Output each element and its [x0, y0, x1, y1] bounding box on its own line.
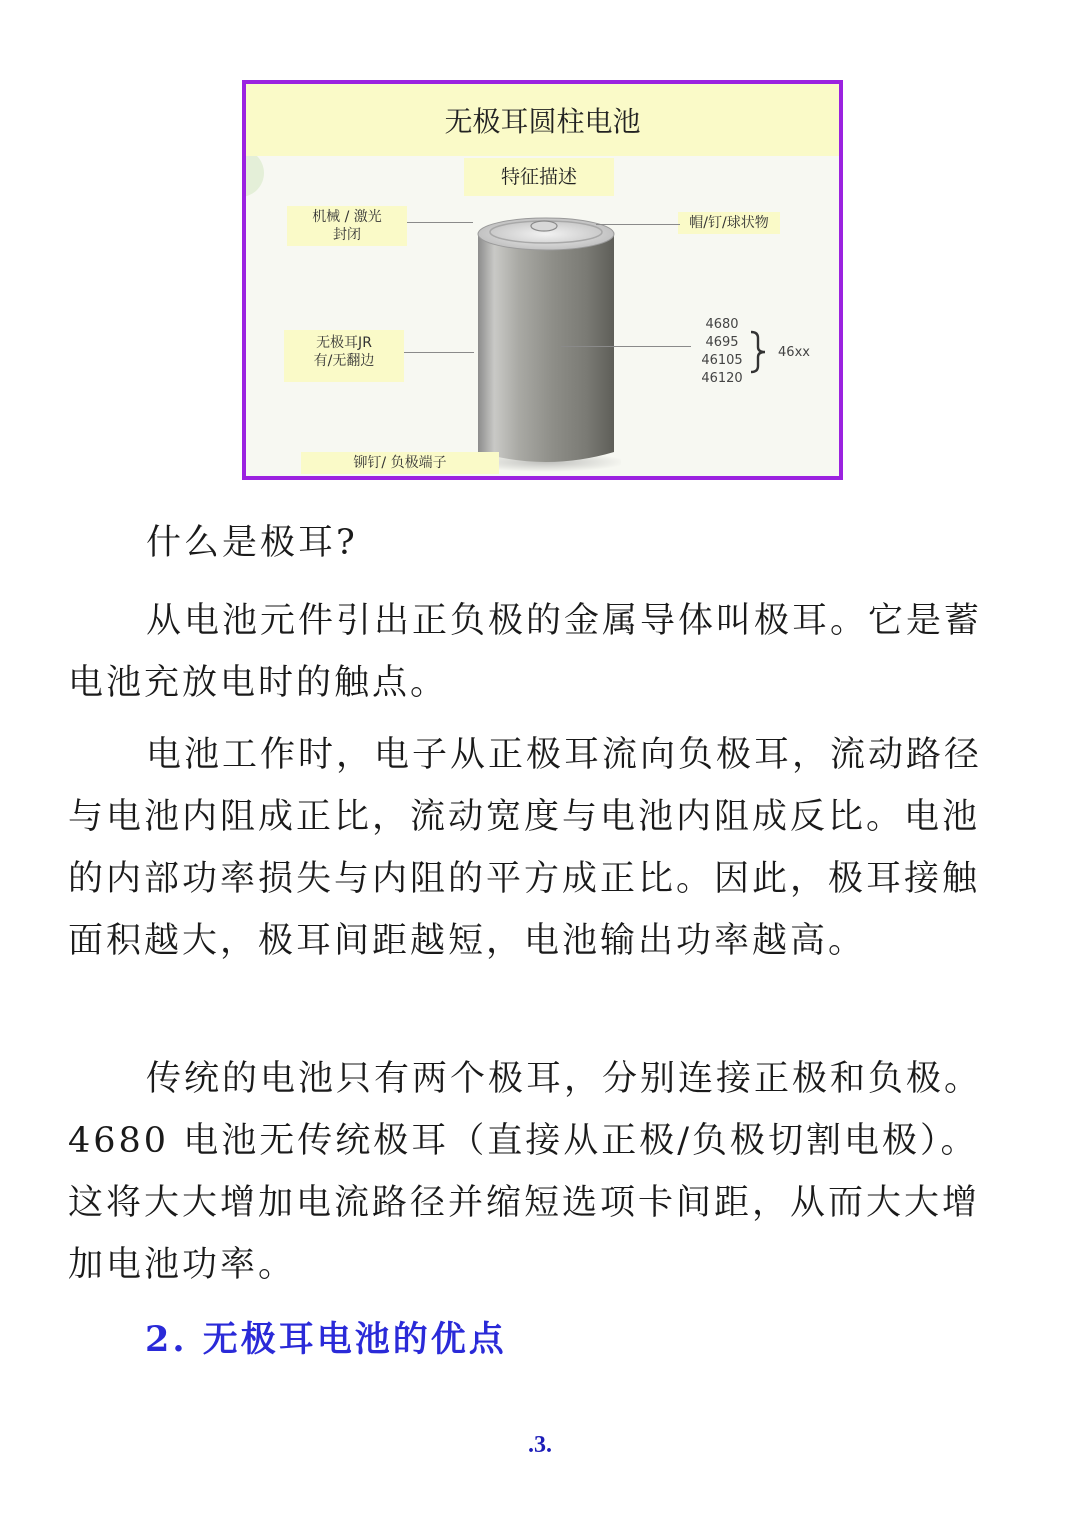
brace-icon: [748, 330, 770, 374]
leader-jr: [404, 352, 474, 353]
paragraph-definition: 从电池元件引出正负极的金属导体叫极耳。它是蓄电池充放电时的触点。: [68, 601, 983, 703]
label-jr-line1: 无极耳JR: [316, 335, 372, 351]
size-4695: 4695: [705, 335, 739, 350]
label-bottom: 铆钉/ 负极端子: [301, 452, 499, 474]
paragraph-tabless: 传统的电池只有两个极耳，分别连接正极和负极。4680 电池无传统极耳（直接从正极/负极切割电极）。这将大大增加电流路径并缩短选项卡间距，从而大大增加电池功率。: [68, 1059, 983, 1285]
leader-sealing: [407, 222, 473, 223]
label-cap: 帽/钉/球状物: [678, 212, 780, 234]
page-number: .3.: [528, 1432, 552, 1458]
label-jr: [284, 330, 404, 382]
size-46105: 46105: [701, 353, 743, 368]
label-sealing-line2: 封闭: [333, 227, 361, 243]
figure-subtitle: 特征描述: [464, 158, 614, 196]
label-jr-line2: 有/无翻边: [313, 353, 375, 369]
size-46120: 46120: [701, 371, 743, 386]
size-list: [692, 316, 752, 388]
figure-title: 无极耳圆柱电池: [444, 105, 641, 138]
size-4680: 4680: [705, 317, 739, 332]
battery-figure: [242, 80, 843, 480]
size-family-label: 46xx: [778, 345, 810, 360]
leader-size: [561, 346, 691, 347]
label-sealing: [287, 206, 407, 246]
paragraph-resistance: 电池工作时，电子从正极耳流向负极耳，流动路径与电池内阻成正比，流动宽度与电池内阻成反比。电池的内部功率损失与内阻的平方成正比。因此，极耳接触面积越大，极耳间距越短，电池输出功率越高。: [68, 735, 983, 961]
label-sealing-line1: 机械 / 激光: [312, 209, 382, 225]
battery-cell-image: [471, 214, 621, 476]
decorative-blob: [242, 149, 264, 197]
leader-cap: [596, 224, 680, 225]
question-line: 什么是极耳?: [146, 523, 358, 563]
section-heading: 2. 无极耳电池的优点: [145, 1319, 507, 1360]
